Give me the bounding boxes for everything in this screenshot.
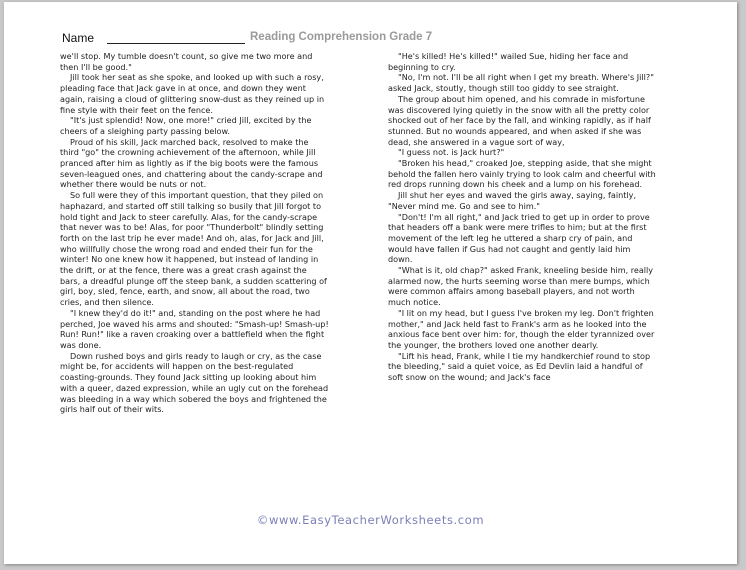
story-paragraph: Jill took her seat as she spoke, and looked up with such a rosy, pleading face that Jack gave in at once, and down they went again, raising a cloud of glittering snow-dust as they reined up in fine style with their feet on the fence. bbox=[60, 72, 325, 115]
story-column-left bbox=[60, 51, 329, 415]
story-paragraph: Down rushed boys and girls ready to laugh or cry, as the case might be, for accidents will happen on the best-regulated coasting-grounds. They found Jack sitting up looking about him with a queer, dazed expression, while an ugly cut on the forehead was bleeding in a way which sobered the boys and frightened the girls half out of their wits. bbox=[60, 350, 329, 415]
footer-website-link[interactable]: ©www.EasyTeacherWorksheets.com bbox=[256, 513, 485, 527]
story-paragraph: "I guess not. is Jack hurt?" bbox=[398, 147, 505, 158]
story-paragraph: "Broken his head," croaked Joe, stepping aside, that she might behold the fallen hero vainly trying to look calm and cheerful with red drops running down his cheek and a lump on his forehead. bbox=[388, 158, 656, 190]
story-paragraph: "He's killed! He's killed!" wailed Sue, hiding her face and beginning to cry. bbox=[388, 51, 629, 72]
story-column-right bbox=[388, 51, 657, 383]
story-paragraph: Proud of his skill, Jack marched back, resolved to make the third "go" the crowning achievement of the afternoon, while Jill pranced after him as lightly as if the big boots were the famous seven-leagued ones, and chattering about the candy-scrape and whether there would be nuts or not. bbox=[60, 136, 323, 190]
name-blank-line[interactable] bbox=[107, 43, 245, 44]
story-paragraph: So full were they of this important question, that they piled on haphazard, and started off still talking so busily that Jill forgot to hold tight and Jack to steer carefully. Alas, for the candy-scrape that never was to be! Alas, for poor "Thunderbolt" blindly setting forth on the last trip he ever made! And oh, alas, for Jack and Jill, who willfully chose the wrong road and ended their fun for the winter! No one knew how it happened, but instead of landing in the drift, or at the fence, there was a great crash against the bars, a dreadful plunge off the steep bank, a sudden scattering of girl, boy, sled, fence, earth, and snow, all about the road, two cries, and then silence. bbox=[60, 190, 327, 308]
story-paragraph: "It's just splendid! Now, one more!" cried Jill, excited by the cheers of a sleighing party passing below. bbox=[60, 115, 312, 136]
worksheet-header bbox=[62, 29, 482, 47]
story-paragraph: The group about him opened, and his comrade in misfortune was discovered lying quietly in the snow with all the pretty color shocked out of her face by the fall, and winking rapidly, as if half stunned. But no wounds appeared, and when asked if she was dead, she answered in a vague sort of way, bbox=[388, 93, 651, 147]
story-paragraph: we'll stop. My tumble doesn't count, so give me two more and then I'll be good." bbox=[60, 51, 313, 72]
story-paragraph: "Don't! I'm all right," and Jack tried to get up in order to prove that headers off a bank were mere trifles to him; but at the first movement of the left leg he uttered a sharp cry of pain, and would have fallen if Gus had not caught and gently laid him down. bbox=[388, 211, 650, 265]
name-label: Name bbox=[62, 31, 95, 45]
story-paragraph: "Lift his head, Frank, while I tie my handkerchief round to stop the bleeding," said a quiet voice, as Ed Devlin laid a handful of soft snow on the wound; and Jack's face bbox=[388, 350, 651, 383]
worksheet-page bbox=[4, 2, 737, 564]
story-paragraph: "I knew they'd do it!" and, standing on the post where he had perched, Joe waved his arms and shouted: "Smash-up! Smash-up! Run! Run!" like a raven croaking over a battlefield when the fight was done. bbox=[60, 307, 329, 350]
story-paragraph: "I lit on my head, but I guess I've broken my leg. Don't frighten mother," and Jack held fast to Frank's arm as he looked into the anxious face bent over him: for, though the elder tyrannized over the younger, the brothers loved one another dearly. bbox=[388, 307, 655, 350]
worksheet-title: Reading Comprehension Grade 7 bbox=[250, 31, 433, 43]
story-paragraph: "What is it, old chap?" asked Frank, kneeling beside him, really alarmed now, the hurts seeming worse than mere bumps, which were common affairs among baseball players, and not worth much notice. bbox=[388, 265, 654, 308]
story-paragraph: "No, I'm not. I'll be all right when I get my breath. Where's Jill?" asked Jack, stoutly, though still too giddy to see straight. bbox=[388, 72, 654, 94]
story-paragraph: Jill shut her eyes and waved the girls away, saying, faintly, "Never mind me. Go and see to him." bbox=[388, 190, 637, 211]
